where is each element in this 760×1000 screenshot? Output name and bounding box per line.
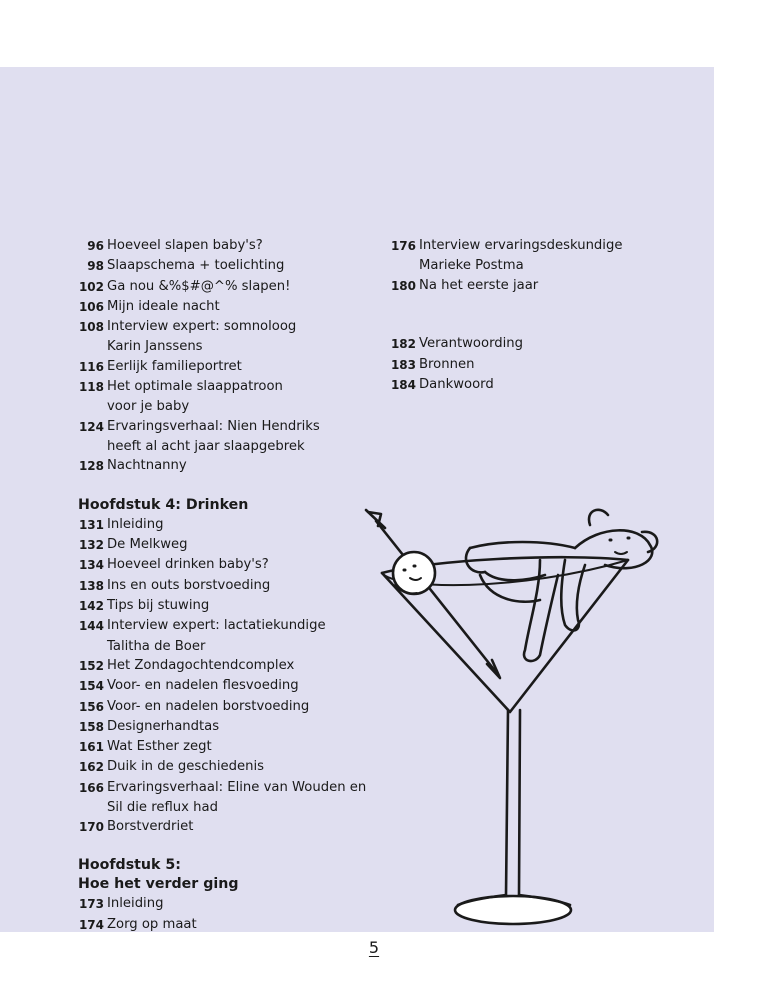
toc-block-backmatter [390,334,690,395]
toc-entry [78,817,378,837]
toc-title: Voor- en nadelen borstvoeding [107,698,310,714]
toc-entry [78,717,378,737]
toc-title: Bronnen [419,356,475,372]
toc-block-chapter-4 [78,515,378,838]
toc-entry [78,656,378,676]
toc-left-column [78,236,378,935]
toc-page-number: 156 [78,699,104,714]
toc-page-number: 180 [390,278,416,293]
toc-page-number: 152 [78,658,104,673]
toc-page-number: 138 [78,578,104,593]
toc-title: Interview ervaringsdeskundige [419,238,623,253]
toc-title: Voor- en nadelen flesvoeding [107,678,299,694]
toc-page-number: 132 [78,538,104,553]
toc-entry [78,737,378,757]
toc-page-number: 98 [87,259,104,274]
toc-title: Ervaringsverhaal: Nien Hendriks [107,418,320,434]
toc-entry [78,236,378,256]
chapter-5-heading-line-1: Hoofdstuk 5: [78,856,181,873]
toc-right-column [390,236,690,395]
toc-title-continuation: voor je baby [107,399,190,415]
toc-entry [78,357,378,377]
toc-page-number: 166 [78,780,104,795]
toc-title: Hoeveel slapen baby's? [107,238,263,253]
toc-entry [78,297,378,317]
chapter-5-heading-line-2: Hoe het verder ging [78,875,239,892]
toc-entry [78,915,378,935]
toc-entry [390,276,690,296]
toc-entry [78,616,378,636]
toc-entry [390,375,690,395]
toc-title: Inleiding [107,896,164,912]
toc-page-number: 182 [390,337,416,352]
toc-title: Ga nou &%$#@^% slapen! [107,278,291,294]
toc-title-continuation: Sil die reflux had [107,800,218,816]
toc-title: Nachtnanny [107,458,187,474]
chapter-4-heading: Hoofdstuk 4: Drinken [78,496,249,513]
toc-title: Ervaringsverhaal: Eline van Wouden en [107,779,367,795]
toc-title: Borstverdriet [107,819,194,835]
toc-title-continuation: Marieke Postma [419,258,524,274]
toc-title: Interview expert: lactatiekundige [107,618,326,634]
toc-entry [78,377,378,397]
toc-page-number: 131 [78,517,104,532]
page-number: 5 [368,938,380,957]
toc-entry [78,576,378,596]
toc-page-number: 124 [78,419,104,434]
toc-entry [78,757,378,777]
toc-page-number: 128 [78,459,104,474]
toc-title: Designerhandtas [107,718,220,734]
toc-block-chapter-5 [78,894,378,935]
toc-title: Wat Esther zegt [107,739,212,755]
toc-page-number: 134 [78,558,104,573]
toc-entry [78,317,378,337]
toc-page-number: 184 [390,378,416,393]
toc-page-number: 161 [78,740,104,755]
toc-page-number: 158 [78,719,104,734]
toc-title: Duik in de geschiedenis [107,759,265,775]
toc-entry [78,515,378,535]
toc-title: Tips bij stuwing [107,598,210,614]
toc-title: Verantwoording [419,336,524,352]
toc-title: Na het eerste jaar [419,277,539,293]
martini-glass-with-olive-and-relaxing-bear-icon [355,500,675,940]
toc-entry [390,236,690,256]
toc-page-number: 176 [390,239,416,253]
toc-page-number: 102 [78,279,104,294]
toc-page-number: 96 [87,239,104,253]
toc-page-number: 106 [78,299,104,314]
toc-title: Het Zondagochtendcomplex [107,657,295,673]
toc-entry [78,256,378,276]
toc-entry [78,596,378,616]
toc-entry [78,277,378,297]
toc-title-continuation: heeft al acht jaar slaapgebrek [107,438,305,454]
toc-page-number: 116 [78,359,104,374]
toc-title-continuation: Talitha de Boer [107,638,206,654]
toc-title: De Melkweg [107,537,188,553]
toc-title: Het optimale slaappatroon [107,379,283,395]
toc-title: Ins en outs borstvoeding [107,577,271,593]
toc-title: Hoeveel drinken baby's? [107,557,269,573]
toc-entry [78,676,378,696]
toc-page-number: 162 [78,760,104,775]
toc-page-number: 108 [78,320,104,335]
toc-page-number: 170 [78,820,104,835]
toc-page-number: 173 [78,897,104,912]
toc-entry [78,894,378,914]
toc-entry [390,355,690,375]
toc-entry [78,555,378,575]
toc-title: Zorg op maat [107,916,197,932]
toc-entry [78,535,378,555]
toc-title: Eerlijk familieportret [107,358,242,374]
toc-title: Inleiding [107,516,164,532]
toc-page-number: 144 [78,619,104,634]
toc-entry [78,417,378,437]
toc-page-number: 174 [78,917,104,932]
toc-page-number: 118 [78,380,104,395]
toc-block-sleep [78,236,378,477]
toc-title: Dankwoord [419,377,494,393]
toc-entry [78,778,378,798]
toc-page-number: 183 [390,357,416,372]
toc-title: Interview expert: somnoloog [107,319,297,335]
toc-entry [390,334,690,354]
toc-title: Mijn ideale nacht [107,298,220,314]
toc-title: Slaapschema + toelichting [107,258,285,274]
toc-title-continuation: Karin Janssens [107,339,203,355]
toc-page-number: 154 [78,679,104,694]
toc-block-after [390,236,690,296]
toc-entry [78,456,378,476]
toc-entry [78,697,378,717]
toc-page-number: 142 [78,599,104,614]
